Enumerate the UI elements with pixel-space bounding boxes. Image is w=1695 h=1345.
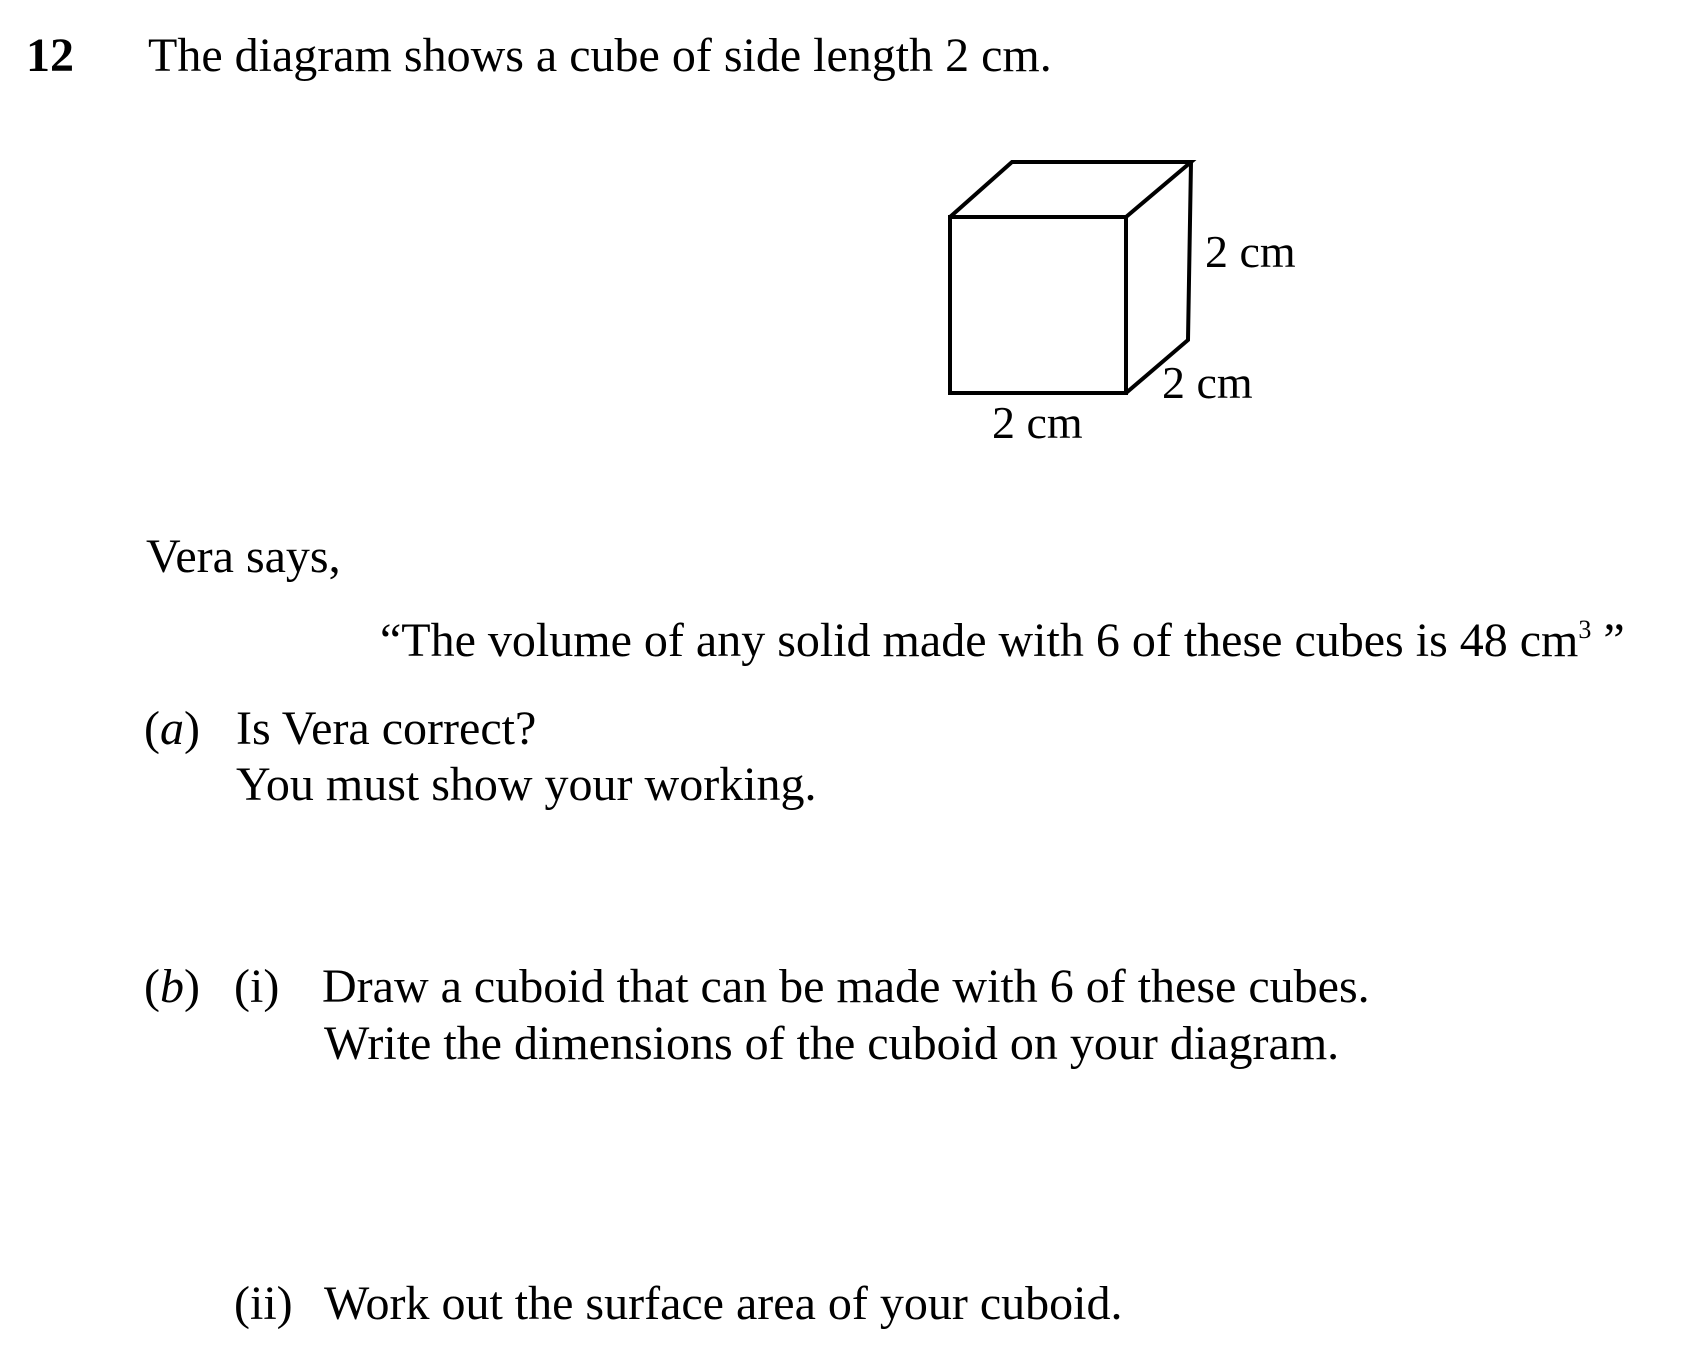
part-b-ii-line1: Work out the surface area of your cuboid. <box>324 1277 1123 1330</box>
speaker-line: Vera says, <box>146 530 341 583</box>
vera-quote <box>380 614 1625 667</box>
question-number: 12 <box>26 29 74 82</box>
quote-superscript: 3 <box>1578 615 1592 644</box>
part-b-label: (b) <box>144 960 200 1013</box>
cube-depth-label: 2 cm <box>1162 357 1253 408</box>
quote-close: ” <box>1591 614 1625 667</box>
part-a-line2: You must show your working. <box>236 758 817 811</box>
cube-width-label: 2 cm <box>992 397 1083 448</box>
part-a-line1: Is Vera correct? <box>236 702 537 755</box>
cube-diagram <box>900 140 1296 460</box>
cube-front-face <box>950 217 1126 393</box>
part-b-i-label: (i) <box>234 960 280 1013</box>
cube-height-label: 2 cm <box>1205 226 1296 277</box>
question-intro: The diagram shows a cube of side length 2 cm. <box>148 29 1052 82</box>
part-b-i-line2: Write the dimensions of the cuboid on your diagram. <box>324 1017 1340 1070</box>
part-b-i-line1: Draw a cuboid that can be made with 6 of these cubes. <box>322 960 1370 1013</box>
part-a-label: (a) <box>144 702 200 755</box>
quote-text: “The volume of any solid made with 6 of these cubes is 48 cm <box>380 614 1579 667</box>
cube-top-face <box>950 162 1191 217</box>
part-b-ii-label: (ii) <box>234 1277 293 1330</box>
